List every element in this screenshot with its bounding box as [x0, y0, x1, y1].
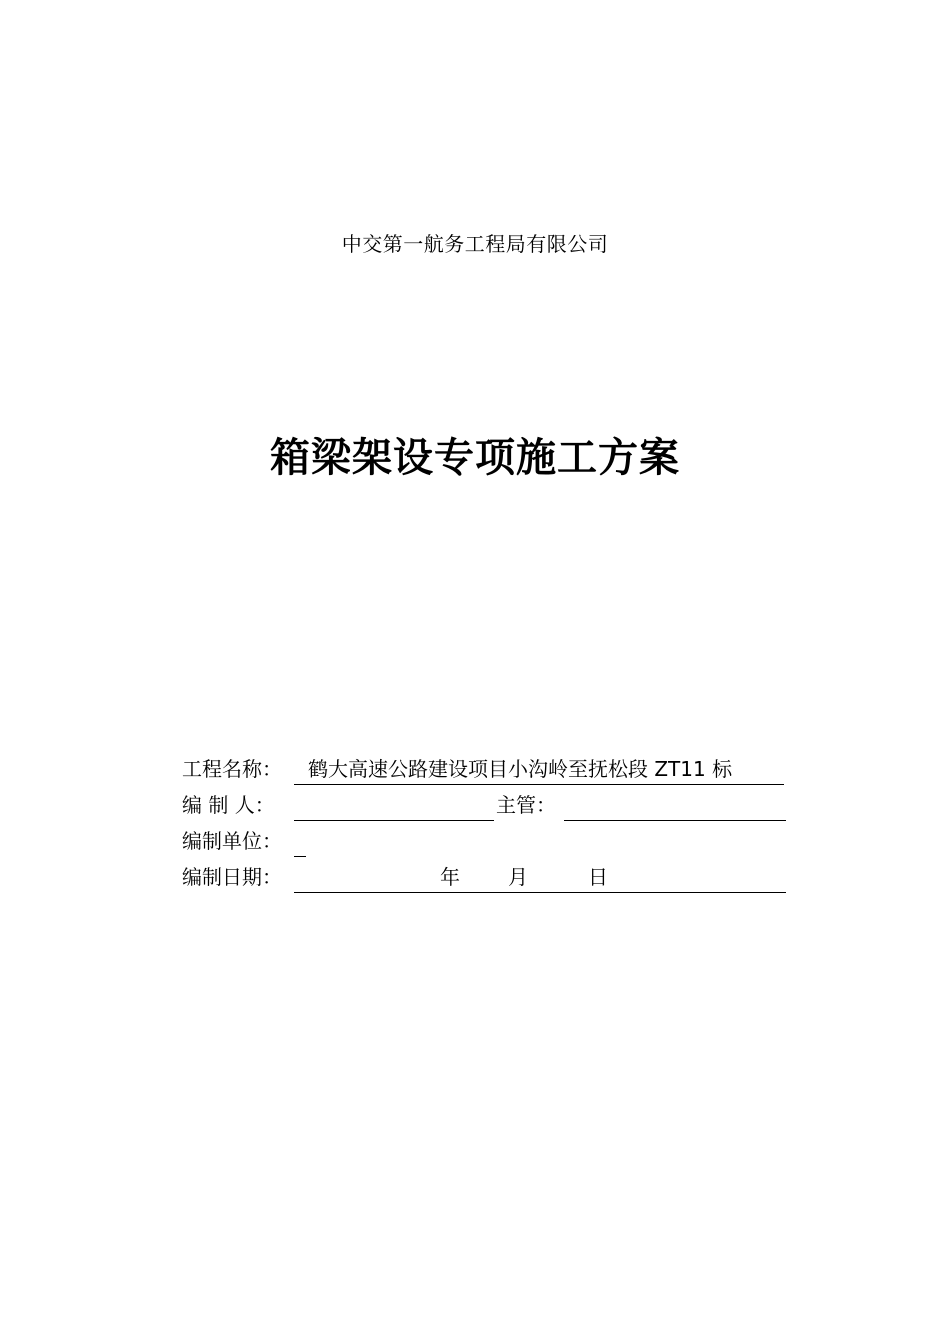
unit-label: 编制单位： — [182, 829, 282, 853]
info-block — [182, 754, 786, 898]
unit-row — [182, 826, 786, 862]
day-label: 日 — [588, 865, 608, 889]
date-label: 编制日期： — [182, 865, 282, 889]
supervisor-field — [564, 790, 786, 821]
unit-field — [294, 826, 306, 857]
date-field — [294, 862, 786, 893]
year-label: 年 — [440, 865, 460, 889]
author-row — [182, 790, 786, 826]
project-value: 鹤大高速公路建设项目小沟岭至抚松段 ZT11 标 — [308, 757, 733, 781]
month-label: 月 — [508, 865, 528, 889]
project-label: 工程名称： — [182, 757, 282, 781]
author-field — [294, 790, 494, 821]
project-field — [294, 754, 784, 785]
company-name: 中交第一航务工程局有限公司 — [341, 232, 609, 256]
supervisor-label: 主管： — [496, 793, 556, 817]
date-row — [182, 862, 786, 898]
author-label: 编 制 人： — [182, 793, 275, 817]
document-title: 箱梁架设专项施工方案 — [270, 435, 680, 481]
project-row — [182, 754, 786, 790]
